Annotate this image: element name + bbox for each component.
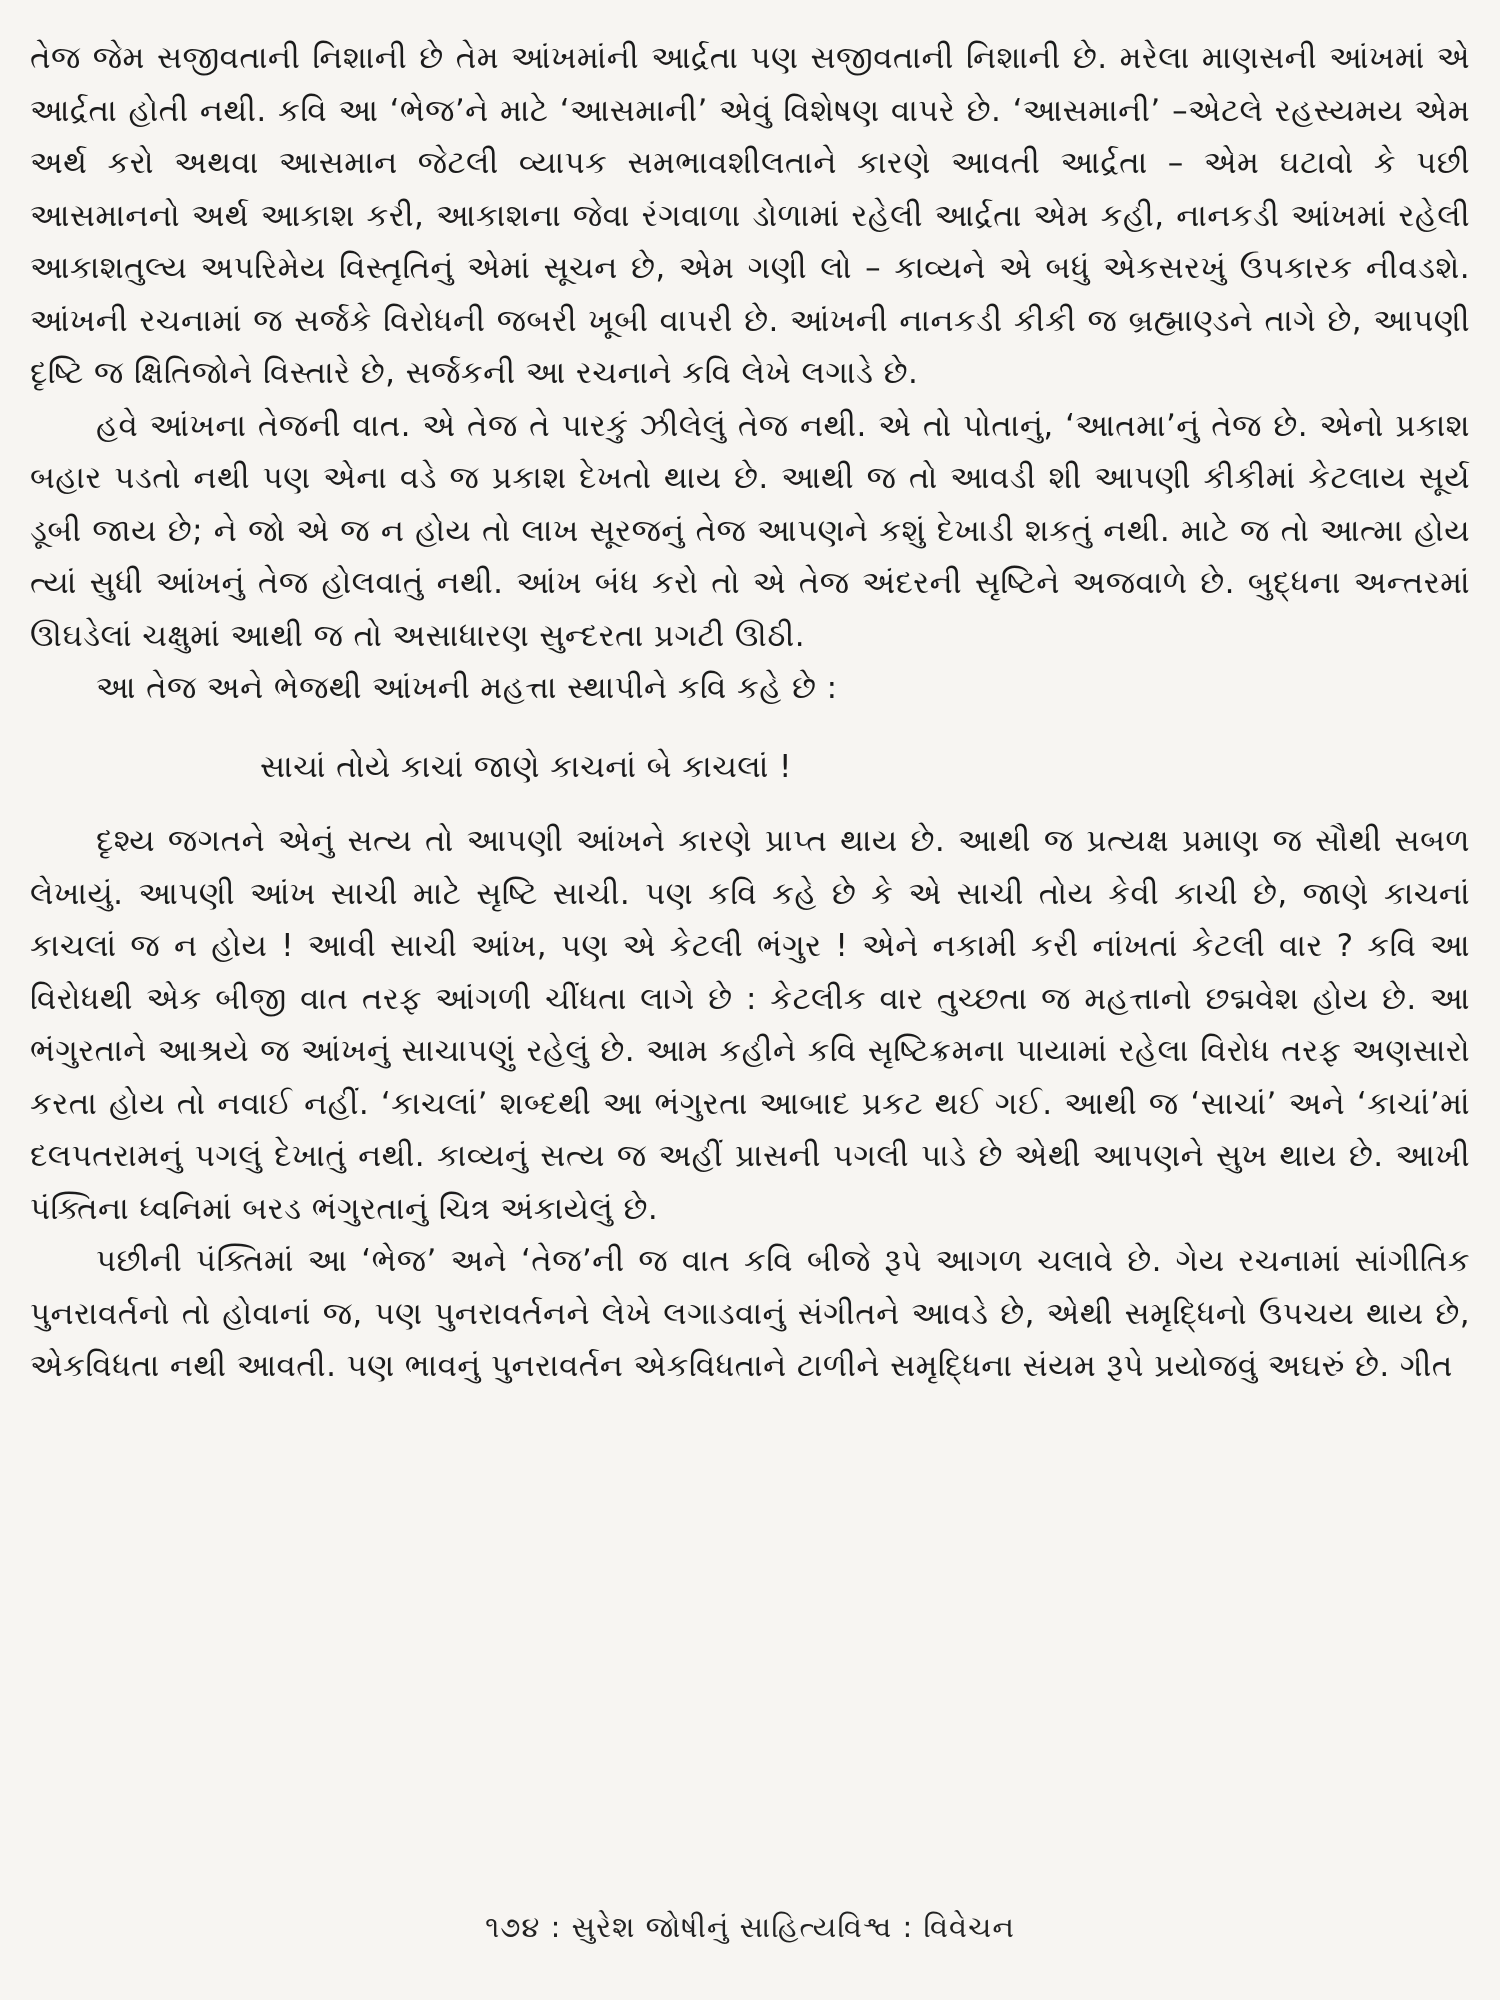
paragraph-4: દૃશ્ય જગતને એનું સત્ય તો આપણી આંખને કારણે પ્રાપ્ત થાય છે. આથી જ પ્રત્યક્ષ પ્રમાણ જ સૌથી સબળ લેખાયું. આપણી આંખ સાચી માટે સૃષ્ટિ સાચી. પણ કવિ કહે છે કે એ સાચી તોય કેવી કાચી છે, જાણે કાચનાં કાચલાં જ ન હોય ! આવી સાચી આંખ, પણ એ કેટલી ભંગુર ! એને નકામી કરી નાંખતાં કેટલી વાર ? કવિ આ વિરોધથી એક બીજી વાત તરફ આંગળી ચીંધતા લાગે છે : કેટલીક વાર તુચ્છતા જ મહત્તાનો છદ્મવેશ હોય છે. આ ભંગુરતાને આશ્રયે જ આંખનું સાચાપણું રહેલું છે. આમ કહીને કવિ સૃષ્ટિક્રમના પાયામાં રહેલા વિરોધ તરફ અણસારો કરતા હોય તો નવાઈ નહીં. ‘કાચલાં’ શબ્દથી આ ભંગુરતા આબાદ પ્રકટ થઈ ગઈ. આથી જ ‘સાચાં’ અને ‘કાચાં’માં દલપતરામનું પગલું દેખાતું નથી. કાવ્યનું સત્ય જ અહીં પ્રાસની પગલી પાડે છે એથી આપણને સુખ થાય છે. આખી પંક્તિના ધ્વનિમાં બરડ ભંગુરતાનું ચિત્ર અંકાયેલું છે. [30, 823, 1470, 1227]
quoted-verse: સાચાં તોયે કાચાં જાણે કાચનાં બે કાચલાં ! [260, 748, 792, 785]
page-footer: ૧૭૪ : સુરેશ જોષીનું સાહિત્યવિશ્વ : વિવેચન [485, 1910, 1015, 1944]
paragraph-3: આ તેજ અને ભેજથી આંખની મહત્તા સ્થાપીને કવિ કહે છે : [96, 670, 838, 706]
paragraph-1: તેજ જેમ સજીવતાની નિશાની છે તેમ આંખમાંની આર્દ્રતા પણ સજીવતાની નિશાની છે. મરેલા માણસની આંખમાં એ આર્દ્રતા હોતી નથી. કવિ આ ‘ભેજ’ને માટે ‘આસમાની’ એવું વિશેષણ વાપરે છે. ‘આસમાની’ –એટલે રહસ્યમય એમ અર્થ કરો અથવા આસમાન જેટલી વ્યાપક સમભાવશીલતાને કારણે આવતી આર્દ્રતા – એમ ઘટાવો કે પછી આસમાનનો અર્થ આકાશ કરી, આકાશના જેવા રંગવાળા ડોળામાં રહેલી આર્દ્રતા એમ કહી, નાનકડી આંખમાં રહેલી આકાશતુલ્ય અપરિમેય વિસ્તૃતિનું એમાં સૂચન છે, એમ ગણી લો – કાવ્યને એ બધું એકસરખું ઉપકારક નીવડશે. આંખની રચનામાં જ સર્જકે વિરોધની જબરી ખૂબી વાપરી છે. આંખની નાનકડી કીકી જ બ્રહ્માણ્ડને તાગે છે, આપણી દૃષ્ટિ જ ક્ષિતિજોને વિસ્તારે છે, સર્જકની આ રચનાને કવિ લેખે લગાડે છે. [30, 40, 1470, 391]
book-page [30, 32, 1470, 1972]
paragraph-2: હવે આંખના તેજની વાત. એ તેજ તે પારકું ઝીલેલું તેજ નથી. એ તો પોતાનું, ‘આતમા’નું તેજ છે. એનો પ્રકાશ બહાર પડતો નથી પણ એના વડે જ પ્રકાશ દેખતો થાય છે. આથી જ તો આવડી શી આપણી કીકીમાં કેટલાય સૂર્ય ડૂબી જાય છે; ને જો એ જ ન હોય તો લાખ સૂરજનું તેજ આપણને કશું દેખાડી શકતું નથી. માટે જ તો આત્મા હોય ત્યાં સુધી આંખનું તેજ હોલવાતું નથી. આંખ બંધ કરો તો એ તેજ અંદરની સૃષ્ટિને અજવાળે છે. બુદ્ધના અન્તરમાં ઊઘડેલાં ચક્ષુમાં આથી જ તો અસાધારણ સુન્દરતા પ્રગટી ઊઠી. [30, 407, 1470, 654]
paragraph-5: પછીની પંક્તિમાં આ ‘ભેજ’ અને ‘તેજ’ની જ વાત કવિ બીજે રૂપે આગળ ચલાવે છે. ગેય રચનામાં સાંગીતિક પુનરાવર્તનો તો હોવાનાં જ, પણ પુનરાવર્તનને લેખે લગાડવાનું સંગીતને આવડે છે, એથી સમૃદ્ધિનો ઉપચય થાય છે, એકવિધતા નથી આવતી. પણ ભાવનું પુનરાવર્તન એકવિધતાને ટાળીને સમૃદ્ધિના સંયમ રૂપે પ્રયોજવું અઘરું છે. ગીત [30, 1243, 1470, 1384]
body-text [30, 32, 1470, 1393]
